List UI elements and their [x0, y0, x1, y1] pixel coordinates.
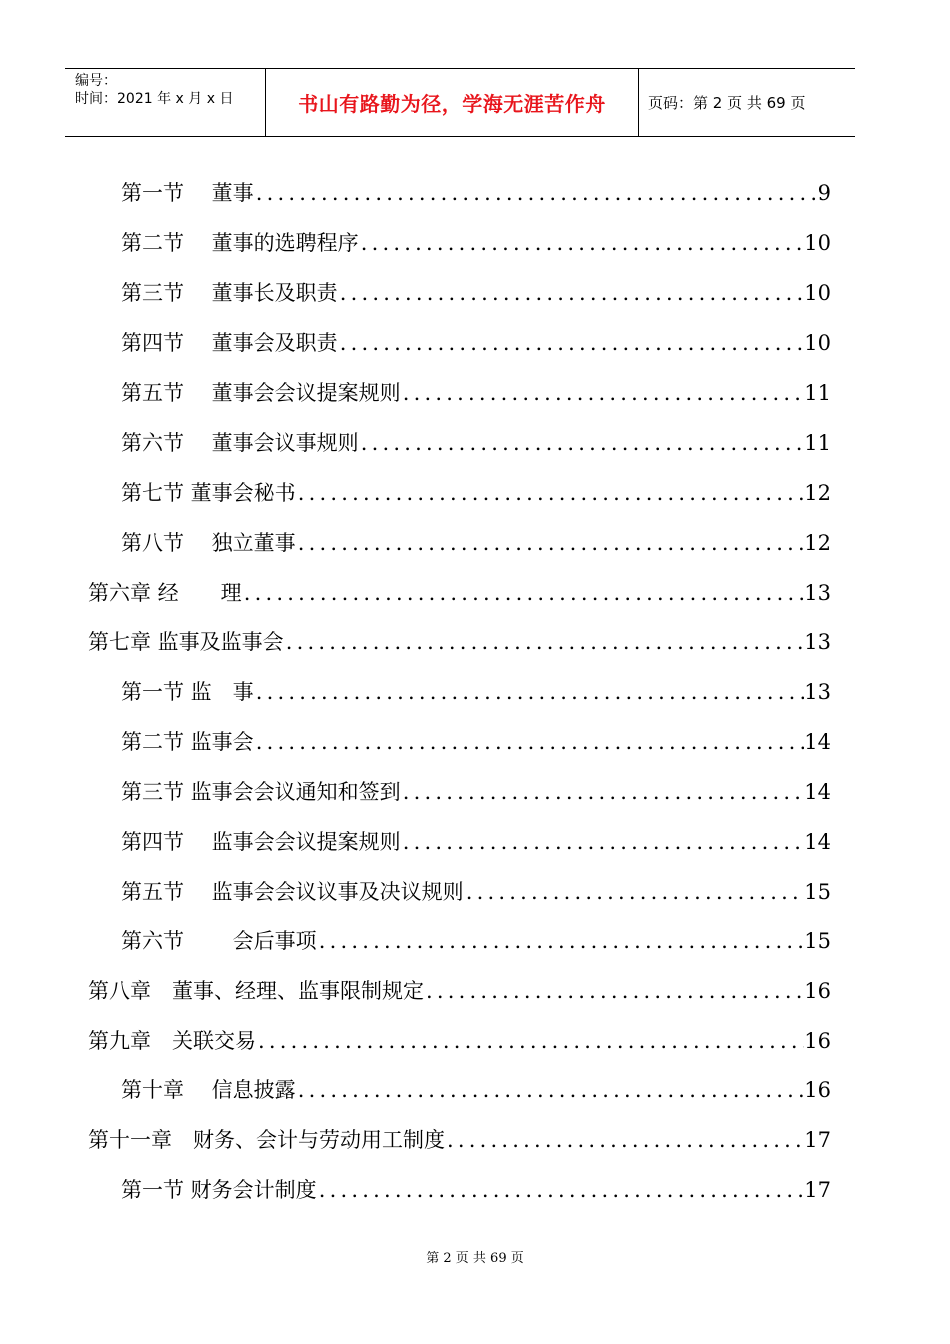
- toc-entry-page: 16: [804, 1078, 831, 1102]
- toc-entry[interactable]: [121, 877, 831, 907]
- toc-leader-dots: [296, 528, 805, 558]
- toc-entry-label: 第八章 董事、经理、监事限制规定: [88, 979, 424, 1003]
- toc-leader-dots: [424, 976, 804, 1006]
- toc-entry-label: 第九章 关联交易: [88, 1029, 256, 1053]
- toc-entry-label: 第五节 监事会会议议事及决议规则: [121, 880, 464, 904]
- toc-entry-page: 14: [804, 830, 831, 854]
- toc-leader-dots: [401, 827, 805, 857]
- toc-entry-label: 第四节 董事会及职责: [121, 331, 338, 355]
- toc-entry[interactable]: [121, 228, 831, 258]
- toc-entry[interactable]: [88, 578, 831, 608]
- toc-entry-page: 12: [804, 481, 831, 505]
- toc-entry[interactable]: [121, 328, 831, 358]
- toc-entry-label: 第一节 董事: [121, 181, 254, 205]
- toc-leader-dots: [317, 1175, 805, 1205]
- toc-entry[interactable]: [121, 378, 831, 408]
- toc-leader-dots: [359, 228, 805, 258]
- toc-entry-label: 第八节 独立董事: [121, 531, 296, 555]
- toc-entry-label: 第七节 董事会秘书: [121, 481, 296, 505]
- toc-entry[interactable]: [88, 627, 831, 657]
- toc-entry[interactable]: [121, 827, 831, 857]
- toc-leader-dots: [338, 278, 805, 308]
- toc-entry[interactable]: [121, 428, 831, 458]
- page-footer: 第 2 页 共 69 页: [426, 1251, 524, 1266]
- toc-entry[interactable]: [88, 1026, 831, 1056]
- toc-entry[interactable]: [121, 926, 831, 956]
- toc-entry-page: 17: [804, 1128, 831, 1152]
- toc-entry-page: 10: [804, 331, 831, 355]
- toc-entry-page: 16: [804, 1029, 831, 1053]
- time-line: 时间：2021 年 x 月 x 日: [75, 91, 234, 107]
- toc-entry[interactable]: [121, 178, 831, 208]
- toc-entry-page: 15: [804, 880, 831, 904]
- toc-entry-page: 11: [804, 381, 831, 405]
- toc-entry[interactable]: [121, 528, 831, 558]
- toc-entry-label: 第二节 监事会: [121, 730, 254, 754]
- toc-entry-label: 第三节 董事长及职责: [121, 281, 338, 305]
- toc-leader-dots: [296, 478, 805, 508]
- toc-entry[interactable]: [121, 727, 831, 757]
- toc-entry-page: 13: [804, 680, 831, 704]
- toc-entry[interactable]: [121, 478, 831, 508]
- toc-entry[interactable]: [121, 777, 831, 807]
- toc-entry-label: 第十章 信息披露: [121, 1078, 296, 1102]
- toc-entry[interactable]: [121, 278, 831, 308]
- toc-leader-dots: [296, 1075, 805, 1105]
- toc-entry-page: 15: [804, 929, 831, 953]
- toc-entry[interactable]: [121, 1075, 831, 1105]
- toc-entry[interactable]: [121, 1175, 831, 1205]
- toc-entry-label: 第五节 董事会会议提案规则: [121, 381, 401, 405]
- toc-leader-dots: [242, 578, 805, 608]
- toc-entry-label: 第三节 监事会会议通知和签到: [121, 780, 401, 804]
- toc-leader-dots: [359, 428, 805, 458]
- toc-entry[interactable]: [88, 976, 831, 1006]
- toc-leader-dots: [401, 378, 805, 408]
- toc-entry[interactable]: [121, 677, 831, 707]
- toc-entry-label: 第一节 财务会计制度: [121, 1178, 317, 1202]
- toc-entry-page: 14: [804, 780, 831, 804]
- toc-entry-label: 第六节 会后事项: [121, 929, 317, 953]
- toc-entry-label: 第二节 董事的选聘程序: [121, 231, 359, 255]
- toc-entry-page: 13: [804, 581, 831, 605]
- toc-entry-page: 11: [804, 431, 831, 455]
- toc-leader-dots: [254, 677, 805, 707]
- toc-leader-dots: [317, 926, 805, 956]
- toc-entry-page: 16: [804, 979, 831, 1003]
- toc-entry-label: 第四节 监事会会议提案规则: [121, 830, 401, 854]
- toc-entry-page: 9: [817, 181, 831, 205]
- header-motto: 书山有路勤为径，学海无涯苦作舟: [266, 69, 639, 136]
- toc-entry-page: 13: [804, 630, 831, 654]
- toc-entry-page: 10: [804, 231, 831, 255]
- toc-entry-page: 12: [804, 531, 831, 555]
- toc-entry-label: 第一节 监 事: [121, 680, 254, 704]
- toc-entry-page: 14: [804, 730, 831, 754]
- toc-entry-page: 10: [804, 281, 831, 305]
- toc-leader-dots: [338, 328, 805, 358]
- serial-label: 编号：: [75, 73, 117, 89]
- toc-leader-dots: [284, 627, 805, 657]
- toc-entry-page: 17: [804, 1178, 831, 1202]
- toc-leader-dots: [464, 877, 805, 907]
- toc-entry-label: 第十一章 财务、会计与劳动用工制度: [88, 1128, 445, 1152]
- toc-leader-dots: [254, 178, 818, 208]
- toc-entry[interactable]: [88, 1125, 831, 1155]
- toc-entry-label: 第六章 经 理: [88, 581, 242, 605]
- toc-leader-dots: [445, 1125, 804, 1155]
- toc-leader-dots: [254, 727, 805, 757]
- toc-leader-dots: [256, 1026, 804, 1056]
- toc-leader-dots: [401, 777, 805, 807]
- toc-entry-label: 第六节 董事会议事规则: [121, 431, 359, 455]
- toc-entry-label: 第七章 监事及监事会: [88, 630, 284, 654]
- header-page-info: 页码：第 2 页 共 69 页: [648, 94, 806, 112]
